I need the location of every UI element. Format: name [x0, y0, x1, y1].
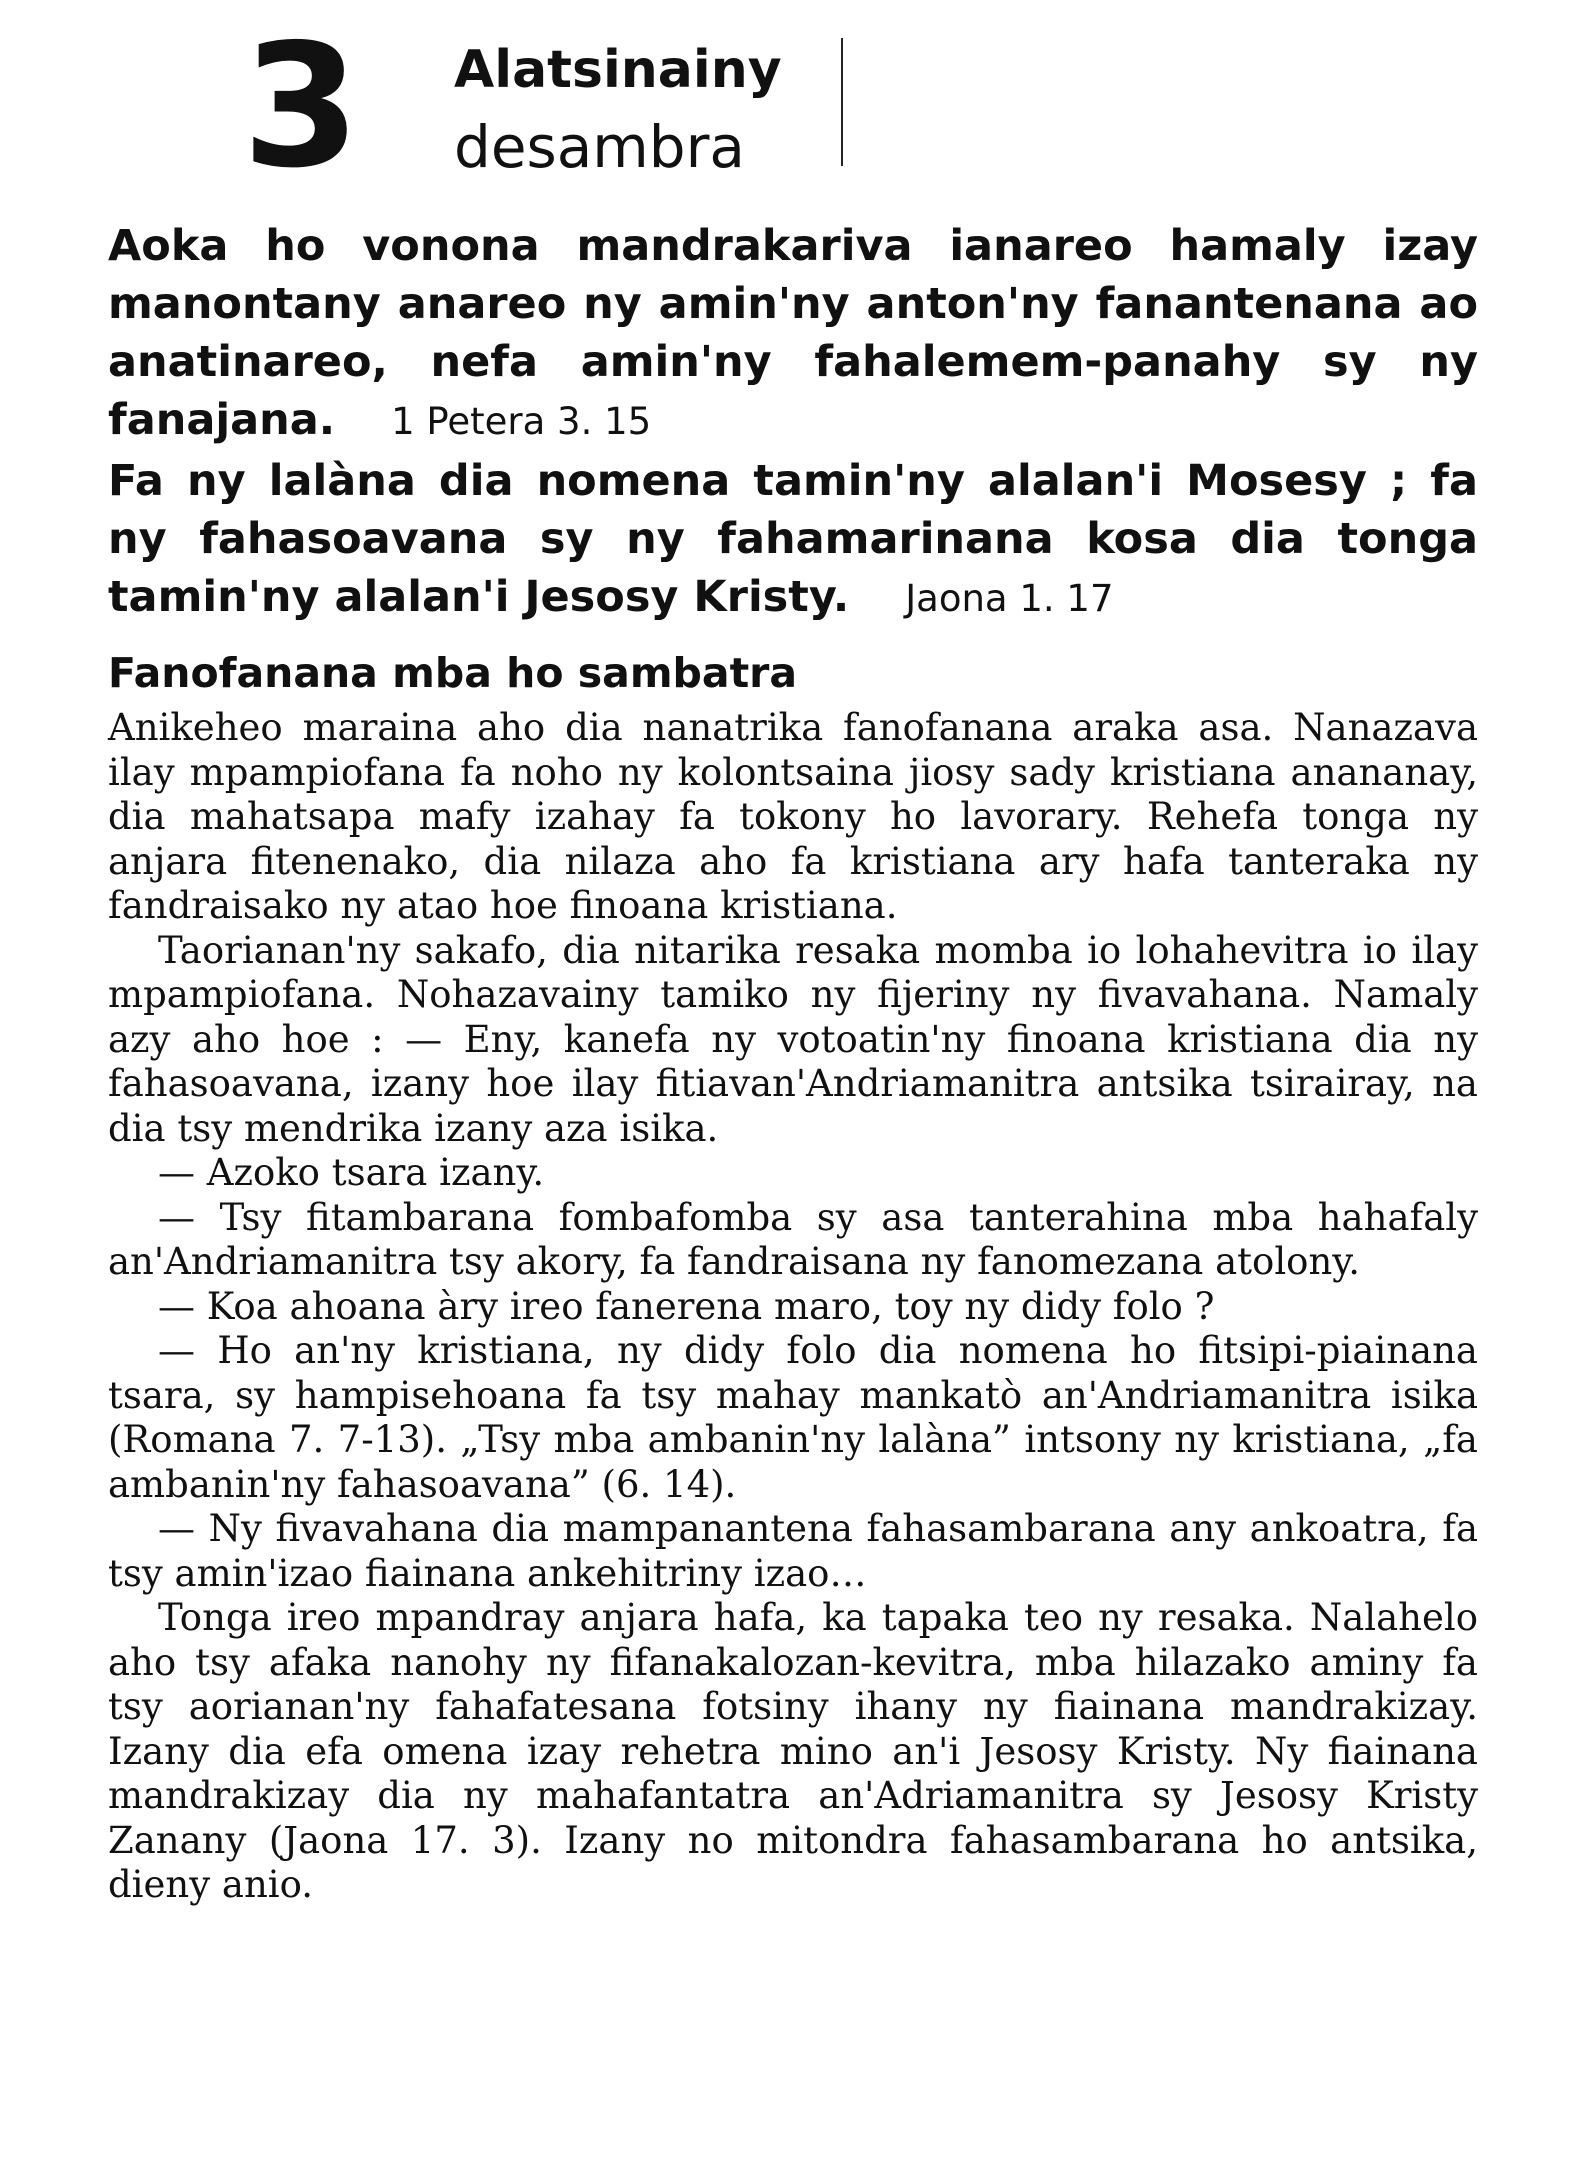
header-divider	[841, 38, 843, 166]
verse-block	[108, 452, 1478, 628]
day-number: 3	[242, 8, 361, 206]
article-body	[108, 706, 1478, 1908]
day-name: Alatsinainy	[454, 40, 782, 100]
dialogue-line: — Ho an'ny kristiana, ny didy folo dia nomena ho fitsipi-piainana tsara, sy hampisehoana fa tsy mahay mankatò an'Andriamanitra isika (Romana 7. 7-13). „Tsy mba ambanin'ny lalàna” intsony ny kristiana, „fa ambanin'ny fahasoavana” (6. 14).	[108, 1329, 1478, 1506]
paragraph: Anikeheo maraina aho dia nanatrika fanofanana araka asa. Nanazava ilay mpampiofana fa noho ny kolontsaina jiosy sady kristiana anananay, dia mahatsapa mafy izahay fa tokony ho lavorary. Rehefa tonga ny anjara fitenenako, dia nilaza aho fa kristiana ary hafa tanteraka ny fandraisako ny atao hoe finoana kristiana.	[108, 706, 1478, 927]
section-title: Fanofanana mba ho sambatra	[108, 649, 798, 697]
dialogue-line: — Azoko tsara izany.	[158, 1151, 545, 1194]
verse-text: Aoka ho vonona mandrakariva ianareo hamaly izay manontany anareo ny amin'ny anton'ny fanantenana ao anatinareo, nefa amin'ny fahalemem-panahy sy ny fanajana.	[108, 221, 1478, 445]
paragraph: Tonga ireo mpandray anjara hafa, ka tapaka teo ny resaka. Nalahelo aho tsy afaka nanohy ny fifanakalozan-kevitra, mba hilazako aminy fa tsy aorianan'ny fahafatesana fotsiny ihany ny fiainana mandrakizay. Izany dia efa omena izay rehetra mino an'i Jesosy Kristy. Ny fiainana mandrakizay dia ny mahafantatra an'Adriamanitra sy Jesosy Kristy Zanany (Jaona 17. 3). Izany no mitondra fahasambarana ho antsika, dieny anio.	[108, 1596, 1478, 1906]
verse-text: Fa ny lalàna dia nomena tamin'ny alalan'i Mosesy ; fa ny fahasoavana sy ny fahamarinana kosa dia tonga tamin'ny alalan'i Jesosy Kristy.	[108, 456, 1478, 622]
paragraph: Taorianan'ny sakafo, dia nitarika resaka momba io lohahevitra io ilay mpampiofana. Nohazavainy tamiko ny fijeriny ny fivavahana. Namaly azy aho hoe : — Eny, kanefa ny votoatin'ny finoana kristiana dia ny fahasoavana, izany hoe ilay fitiavan'Andriamanitra antsika tsirairay, na dia tsy mendrika izany aza isika.	[108, 928, 1478, 1150]
verse-block	[108, 217, 1478, 451]
month-name: desambra	[454, 113, 745, 181]
verse-reference: Jaona 1. 17	[905, 577, 1114, 620]
verse-reference: 1 Petera 3. 15	[391, 400, 652, 443]
dialogue-line: — Ny fivavahana dia mampanantena fahasambarana any ankoatra, fa tsy amin'izao fiainana ankehitriny izao…	[108, 1507, 1478, 1595]
dialogue-line: — Tsy fitambarana fombafomba sy asa tanterahina mba hahafaly an'Andriamanitra tsy akory, fa fandraisana ny fanomezana atolony.	[108, 1195, 1478, 1283]
dialogue-line: — Koa ahoana àry ireo fanerena maro, toy ny didy folo ?	[158, 1284, 1215, 1328]
